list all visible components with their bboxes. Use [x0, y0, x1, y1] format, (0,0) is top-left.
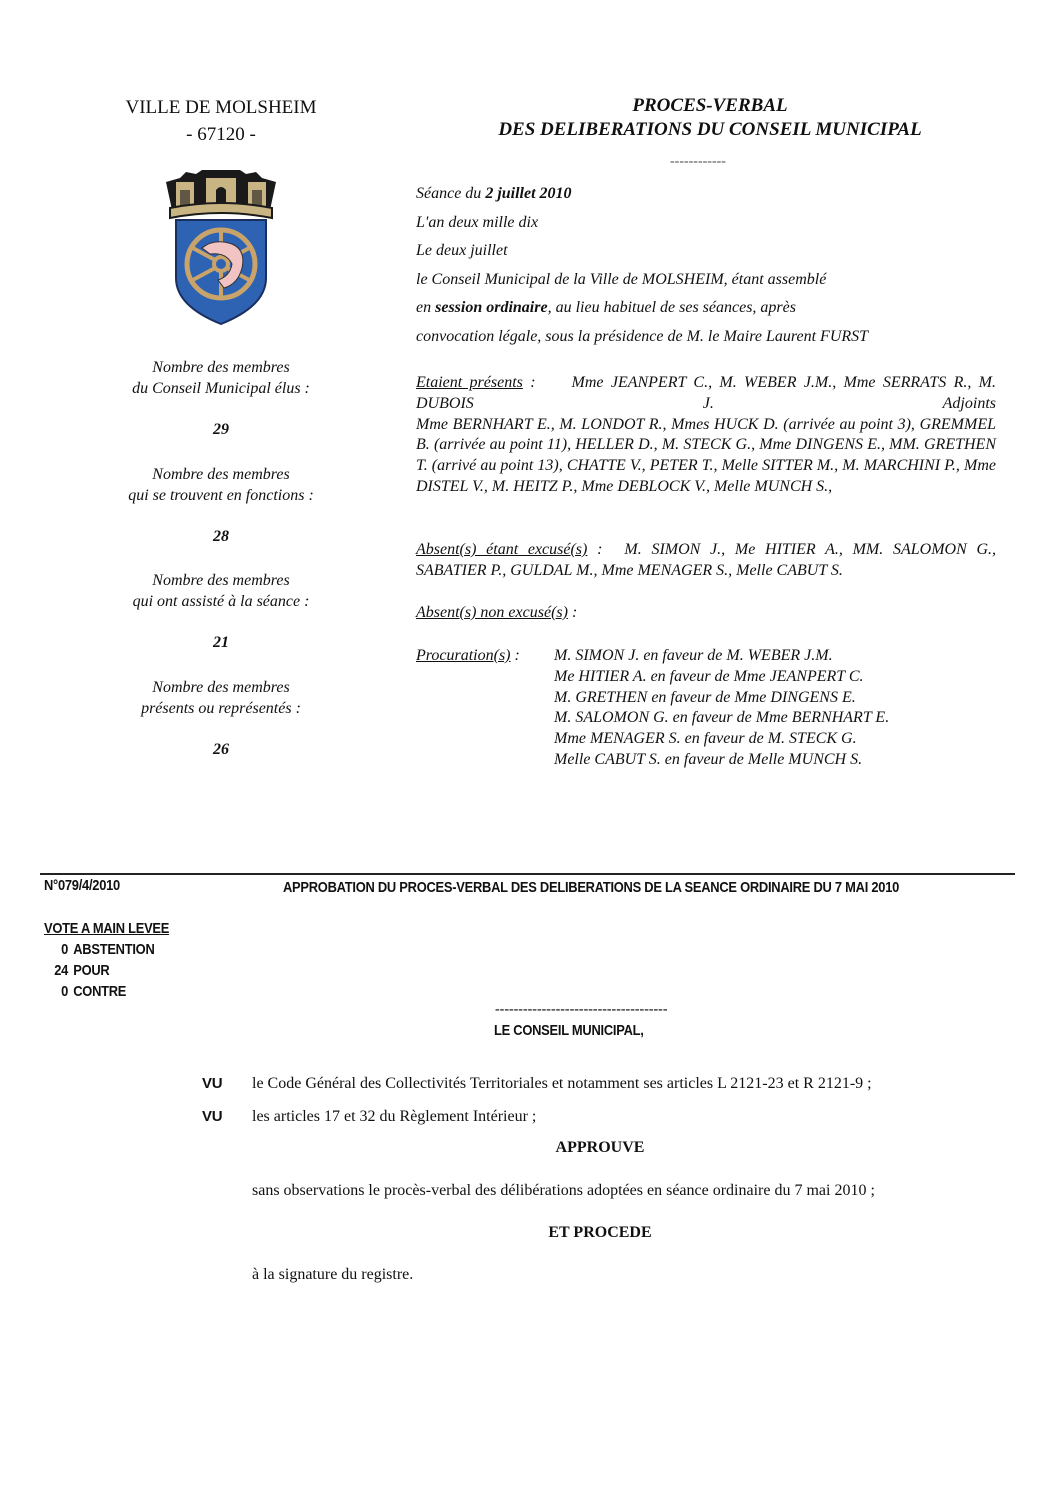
excused-members: Absent(s) étant excusé(s) : M. SIMON J., Me HITIER A., MM. SALOMON G., SABATIER P., GULDAL M., Mme MENAGER S., Melle CABUT S. — [416, 541, 997, 579]
approuve-heading: APPROUVE — [555, 1139, 645, 1156]
unexcused-members: Absent(s) non excusé(s) : — [416, 604, 578, 621]
coat-of-arms-icon — [162, 160, 280, 326]
present-members: Etaient présents : Mme JEANPERT C., M. WEBER J.M., Mme SERRATS R., M. DUBOIS J. Adjoints Mme BERNHART E., M. LONDOT R., Mmes HUCK D. (arrivée au point 3), GREMMEL B. (arrivée au point 11), HELLER D., M. STECK G., Mme DINGENS E., MM. GRETHEN T. (arrivé au point 13), CHATTE V., PETER T., Melle SITTER M., M. MARCHINI P., Mme DISTEL V., M. HEITZ P., Mme DEBLOCK V., Melle MUNCH S., — [416, 373, 996, 498]
stat-value: 28 — [213, 528, 229, 545]
vote-abstention: 0 ABSTENTION — [61, 941, 155, 958]
stat-elected: Nombre des membres du Conseil Municipal élus : 29 — [100, 357, 342, 439]
excused-label: Absent(s) étant excusé(s) — [416, 541, 588, 558]
proxy-item: M. GRETHEN en faveur de Mme DINGENS E. — [554, 688, 856, 706]
section-divider — [40, 873, 1015, 875]
present-label: Etaient présents — [416, 374, 523, 391]
document-title: PROCES-VERBAL DES DELIBERATIONS DU CONSEIL MUNICIPAL — [498, 95, 922, 140]
city-header — [100, 94, 342, 148]
stat-in-office: Nombre des membres qui se trouvent en fonctions : 28 — [100, 464, 342, 546]
proxy-item: Me HITIER A. en faveur de Mme JEANPERT C. — [554, 667, 864, 685]
city-name: VILLE DE MOLSHEIM — [125, 97, 317, 118]
deliberation-title: APPROBATION DU PROCES-VERBAL DES DELIBERATIONS DE LA SEANCE ORDINAIRE DU 7 MAI 2010 — [283, 879, 900, 896]
stat-value: 29 — [213, 421, 229, 438]
proxy-item: Melle CABUT S. en faveur de Melle MUNCH S. — [554, 750, 863, 768]
vote-against: 0 CONTRE — [61, 983, 127, 1000]
vote-summary — [44, 918, 169, 1002]
proxies: Procuration(s) : M. SIMON J. en faveur de M. WEBER J.M. Me HITIER A. en faveur de Mme JEANPERT C. M. GRETHEN en faveur de Mme DINGENS E. M. SALOMON G. en faveur de Mme BERNHART E. Mme MENAGER S. en faveur de M. STECK G. Melle CABUT S. en faveur de Melle MUNCH S. — [416, 646, 996, 771]
vote-for: 24 POUR — [54, 962, 110, 979]
procede-text: à la signature du registre. — [252, 1266, 414, 1283]
proxy-item: M. SALOMON G. en faveur de Mme BERNHART E. — [554, 709, 890, 727]
vu-clause: VU le Code Général des Collectivités Territoriales et notamment ses articles L 2121-23 et R 2121-9 ; — [202, 1075, 872, 1092]
vote-header: VOTE A MAIN LEVEE — [44, 920, 170, 937]
title-separator: ------------ — [670, 154, 726, 169]
proxy-item: M. SIMON J. en faveur de M. WEBER J.M. — [554, 647, 833, 664]
approuve-text: sans observations le procès-verbal des délibérations adoptées en séance ordinaire du 7 mai 2010 ; — [252, 1182, 875, 1199]
stat-represented: Nombre des membres présents ou représentés : 26 — [100, 677, 342, 759]
proxy-label: Procuration(s) — [416, 647, 511, 664]
city-postcode: - 67120 - — [186, 124, 256, 145]
stat-value: 21 — [213, 634, 229, 651]
stat-value: 26 — [213, 741, 229, 758]
procede-heading: ET PROCEDE — [548, 1224, 652, 1241]
unexcused-label: Absent(s) non excusé(s) — [416, 604, 568, 621]
stat-attended: Nombre des membres qui ont assisté à la séance : 21 — [100, 570, 342, 652]
deliberation-number: N°079/4/2010 — [44, 877, 120, 894]
session-date: Séance du 2 juillet 2010 — [416, 185, 572, 202]
council-heading: LE CONSEIL MUNICIPAL, — [494, 1022, 644, 1039]
council-separator: ------------------------------------- — [495, 1002, 668, 1017]
session-info: Séance du 2 juillet 2010 L'an deux mille dix Le deux juillet le Conseil Municipal de la Ville de MOLSHEIM, étant assemblé en session ordinaire, au lieu habituel de ses séances, après convocation légale, sous la présidence de M. le Maire Laurent FURST — [416, 180, 1016, 352]
vu-clause: VU les articles 17 et 32 du Règlement Intérieur ; — [202, 1108, 537, 1125]
proxy-item: Mme MENAGER S. en faveur de M. STECK G. — [554, 730, 857, 748]
present-councillors: Mme BERNHART E., M. LONDOT R., Mmes HUCK D. (arrivée au point 3), GREMMEL B. (arrivée au point 11), HELLER D., M. STECK G., Mme DINGENS E., MM. GRETHEN T. (arrivé au point 13), CHATTE V., PETER T., Melle SITTER M., M. MARCHINI P., Mme DISTEL V., M. HEITZ P., Mme DEBLOCK V., Melle MUNCH S., — [416, 415, 996, 495]
